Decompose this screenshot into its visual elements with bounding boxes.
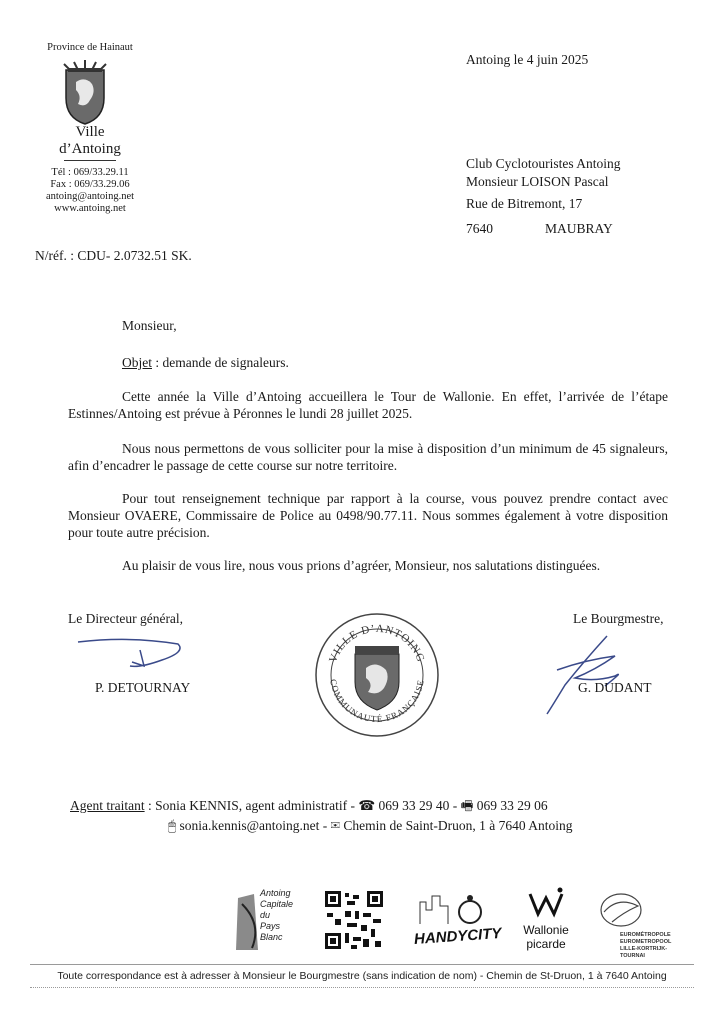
contact-line-1: [70, 796, 548, 819]
paragraph-1: Cette année la Ville d’Antoing accueillera le Tour de Wallonie. En effet, l’arrivée de l’étape Estinnes/Antoing est prévue à Péronnes le lundi 28 juillet 2025.: [68, 389, 668, 421]
picarde-text: picarde: [526, 937, 566, 951]
letterhead-contacts: [30, 167, 150, 215]
province-label: Province de Hainaut: [47, 42, 133, 53]
city-tel: Tél : 069/33.29.11: [51, 167, 129, 178]
mouse-icon: 🖱: [168, 818, 177, 833]
agent-phone[interactable]: 069 33 29 40: [378, 798, 450, 813]
logo-text-line: Antoing: [260, 888, 291, 898]
handycity-logo: [410, 884, 502, 954]
official-seal: [314, 612, 440, 738]
left-signatory-name: P. DETOURNAY: [95, 680, 191, 695]
wallonie-picarde-logo: [506, 886, 586, 951]
recipient-block: [466, 155, 621, 191]
antoing-capitale-logo: [232, 884, 304, 954]
eurometropole-line: EUROMETROPOOL: [620, 939, 672, 945]
agent-fax: 069 33 29 06: [476, 798, 548, 813]
agent-label: Agent traitant: [70, 798, 145, 813]
subject-text: : demande de signaleurs.: [152, 355, 289, 370]
recipient-street: Rue de Bitremont, 17: [466, 196, 583, 211]
envelope-icon: ✉: [330, 818, 340, 833]
right-signatory-title: Le Bourgmestre,: [573, 611, 664, 626]
logo-text-line: Capitale: [260, 899, 294, 909]
left-signatory-title: Le Directeur général,: [68, 611, 184, 626]
city-coat-of-arms: [60, 60, 110, 126]
telephone-icon: ☎: [358, 798, 376, 813]
city-name: [30, 124, 150, 158]
eurometropole-icon: [598, 890, 644, 930]
city-email[interactable]: antoing@antoing.net: [45, 191, 135, 202]
letter-date: Antoing le 4 juin 2025: [466, 52, 589, 67]
eurometropole-logo: [596, 888, 678, 959]
city-name-line1: Ville: [75, 124, 105, 140]
letterhead-divider: [64, 160, 116, 161]
paragraph-3: Pour tout renseignement technique par rapport à la course, vous pouvez prendre contact avec Monsieur OVAERE, Commissaire de Police au 0498/90.77.11. Nous sommes également à votre disposition pour toute autre précision.: [68, 491, 668, 540]
wallonie-w-icon: [526, 886, 566, 918]
fax-icon: 🖷: [460, 798, 474, 813]
city-name-line2: d’Antoing: [59, 141, 121, 157]
agent-address: Chemin de Saint-Druon, 1 à 7640 Antoing: [343, 818, 573, 833]
letterhead: [30, 42, 150, 54]
handycity-text: HANDYCITY: [413, 924, 503, 949]
logo-text-line: Pays Blanc: [260, 921, 283, 942]
recipient-name: Monsieur LOISON Pascal: [466, 174, 609, 189]
subject-label: Objet: [122, 355, 152, 370]
eurometropole-text: [620, 932, 678, 960]
contact-separator: -: [449, 798, 461, 813]
antoing-capitale-text: [260, 888, 304, 943]
contact-line-2: 🖱 sonia.kennis@antoing.net - ✉ Chemin de Saint-Druon, 1 à 7640 Antoing: [168, 818, 573, 833]
city-website[interactable]: www.antoing.net: [54, 203, 126, 214]
footer-bottom-rule: [30, 987, 694, 988]
salutation: Monsieur,: [122, 318, 177, 333]
agent-text: : Sonia KENNIS, agent administratif -: [144, 798, 359, 813]
footer-correspondence-note: Toute correspondance est à adresser à Monsieur le Bourgmestre (sans indication de nom) - Chemin de St-Druon, 1 à 7640 Antoing: [57, 970, 667, 982]
logo-text-line: du: [260, 910, 271, 920]
recipient-town: MAUBRAY: [545, 221, 613, 236]
eurometropole-line: EUROMÉTROPOLE: [620, 932, 671, 938]
reference-number: N/réf. : CDU- 2.0732.51 SK.: [35, 248, 192, 263]
recipient-postcode: 7640: [466, 221, 493, 236]
right-signatory-name: G. DUDANT: [578, 680, 652, 695]
paragraph-4: Au plaisir de vous lire, nous vous prions d’agréer, Monsieur, nos salutations distinguées.: [122, 558, 601, 573]
qr-code[interactable]: [323, 889, 385, 951]
footer-top-rule: [30, 964, 694, 965]
agent-email[interactable]: sonia.kennis@antoing.net: [179, 818, 320, 833]
recipient-organization: Club Cyclotouristes Antoing: [466, 156, 621, 171]
subject-line: [122, 355, 289, 371]
paragraph-2: Nous nous permettons de vous solliciter pour la mise à disposition d’un minimum de 45 signaleurs, afin d’encadrer le passage de cette course sur notre territoire.: [68, 441, 668, 473]
left-handwritten-signature: [70, 630, 190, 675]
svg-text:COMMUNAUTÉ FRANÇAISE: COMMUNAUTÉ FRANÇAISE: [328, 678, 426, 725]
city-fax: Fax : 069/33.29.06: [50, 179, 130, 190]
right-handwritten-signature: [545, 630, 635, 715]
svg-text:VILLE D’ANTOING: VILLE D’ANTOING: [327, 622, 427, 665]
wallonie-text: Wallonie: [523, 923, 569, 937]
eurometropole-line: LILLE-KORTRIJK-TOURNAI: [620, 946, 668, 959]
